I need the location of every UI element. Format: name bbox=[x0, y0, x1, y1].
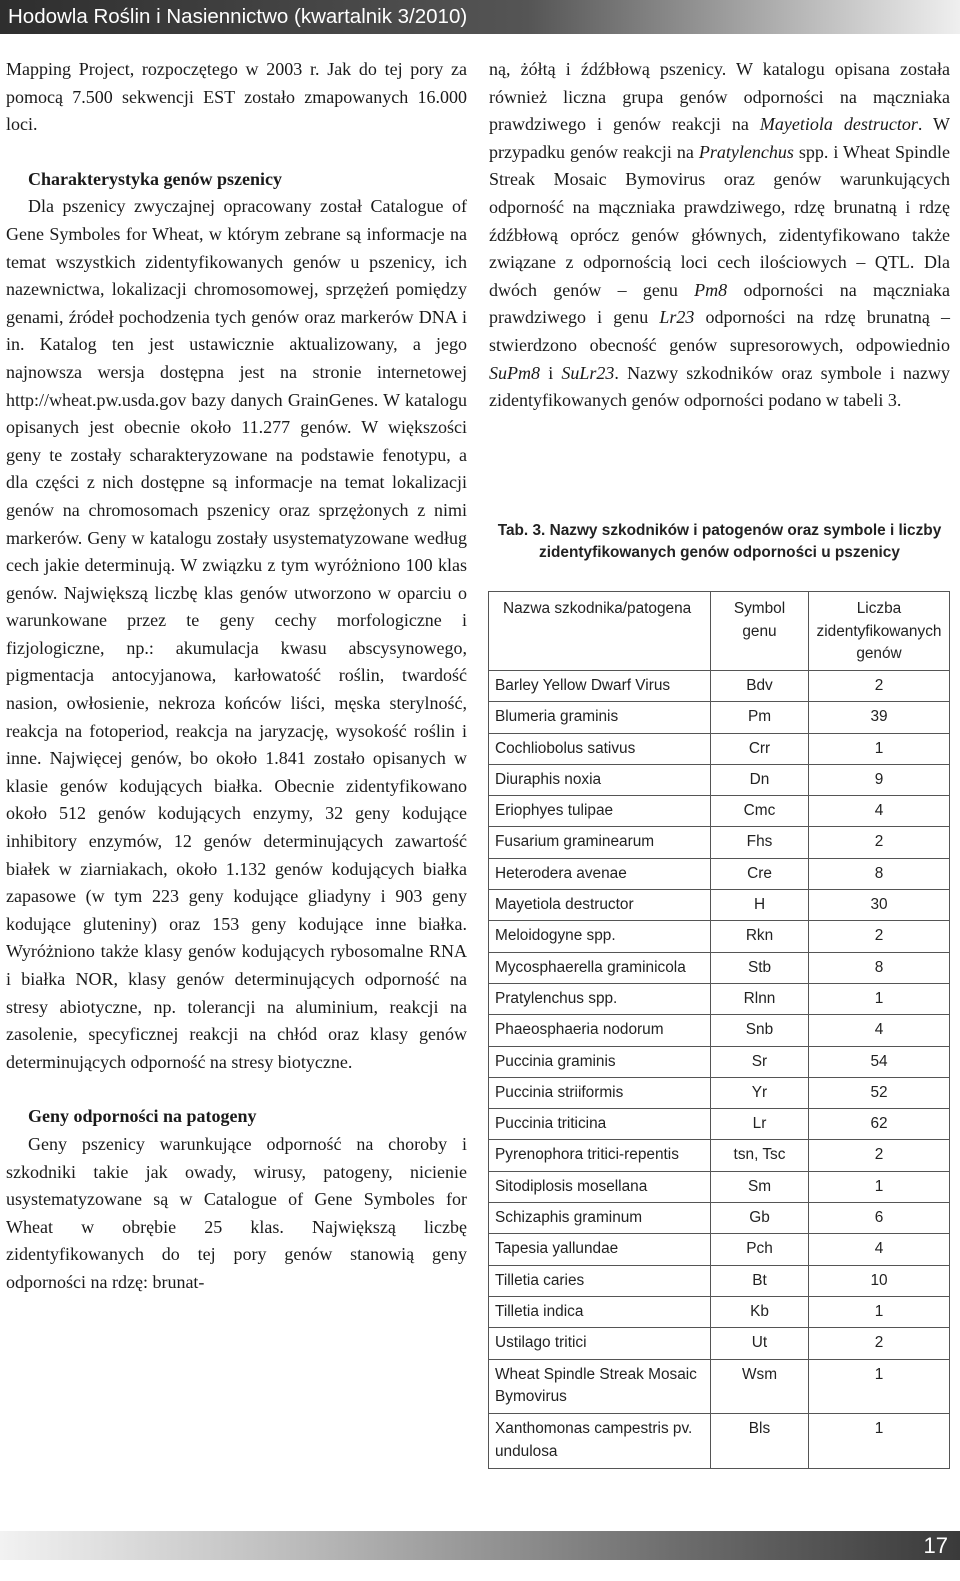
resistance-genes-table bbox=[488, 591, 950, 1469]
table-row bbox=[489, 1046, 950, 1077]
gene-count-cell: 30 bbox=[809, 890, 950, 921]
gene-count-cell: 1 bbox=[809, 1359, 950, 1414]
gene-count-cell: 1 bbox=[809, 983, 950, 1014]
gene-count-cell: 2 bbox=[809, 671, 950, 702]
gene-symbol-cell: Cmc bbox=[711, 796, 809, 827]
gene-symbol-cell: Wsm bbox=[711, 1359, 809, 1414]
gene-symbol-cell: Yr bbox=[711, 1077, 809, 1108]
gene-count-cell: 2 bbox=[809, 1140, 950, 1171]
table-row bbox=[489, 858, 950, 889]
gene-count-cell: 2 bbox=[809, 827, 950, 858]
pathogen-name-cell: Wheat Spindle Streak Mosaic Bymovirus bbox=[489, 1359, 711, 1414]
table-row bbox=[489, 1203, 950, 1234]
left-column bbox=[6, 56, 467, 1297]
section-heading-resistance-genes: Geny odporności na patogeny bbox=[28, 1106, 257, 1127]
gene-symbol-cell: H bbox=[711, 890, 809, 921]
table-row bbox=[489, 890, 950, 921]
table-row bbox=[489, 1414, 950, 1469]
paragraph-wheat-genes: Dla pszenicy zwyczajnej opracowany został Catalogue of Gene Symboles for Wheat, w którym zebrane są informacje na temat wszystkich zidentyfikowanych genów u pszenicy, ich nazewnictwa, lokalizacji chromosomowej, sprzężeń pomiędzy genami, źródeł pochodzenia tych genów oraz markerów DNA i in. Katalog ten jest ustawicznie aktualizowany, a jego najnowsza wersja dostępna jest na stronie internetowej http://wheat.pw.usda.gov bazy danych GrainGenes. W katalogu opisanych jest obecnie około 11.277 genów. W większości geny te zostały scharakteryzowane na podstawie fenotypu, a dla części z nich dostępne są informacje na temat lokalizacji genów na chromosomach pszenicy oraz sprzężonych z nimi markerów. Geny w katalogu zostały usystematyzowane według cech jakie determinują. W związku z tym wyróżniono 100 klas genów. Największą liczbę klas genów utworzono w oparciu o warunkowane przez te geny cechy morfologiczne i fizjologiczne, np.: akumulacja kwasu abscysynowego, pigmentacja antocyjanowa, karłowatość roślin, twardość nasion, owłosienie, nekroza końców liści, męska sterylność, reakcja na fotoperiod, reakcja na jaryzację, wysokość roślin i inne. Najwięcej genów, bo około 1.841 zostało opisanych w klasie genów kodujących białka. Obecnie zidentyfikowano około 512 genów kodujących enzymy, 32 geny kodujące inhibitory enzymów, 12 genów determinujących zawartość białek w ziarniakach, około 1.132 genów kodujących białka zapasowe (w tym 223 geny kodujące gliadyny i 903 geny kodujące gluteniny) oraz 153 geny kodujące inne białka. Wyróżniono także klasy genów kodujących rybosomalne RNA i białka NOR, klasy genów determinujących odporność na stresy abiotyczne, np. tolerancji na aluminium, reakcji na zasolenie, specyficznej reakcji na chłód oraz klasy genów determinujących odporność na stresy biotyczne. bbox=[6, 196, 467, 1072]
table-row bbox=[489, 983, 950, 1014]
pathogen-name-cell: Mycosphaerella graminicola bbox=[489, 952, 711, 983]
gene-symbol-cell: Bt bbox=[711, 1265, 809, 1296]
pathogen-name-cell: Puccinia graminis bbox=[489, 1046, 711, 1077]
gene-count-cell: 4 bbox=[809, 796, 950, 827]
table-row bbox=[489, 1109, 950, 1140]
table-row bbox=[489, 1015, 950, 1046]
gene-symbol-cell: Stb bbox=[711, 952, 809, 983]
gene-count-cell: 1 bbox=[809, 1171, 950, 1202]
gene-count-cell: 4 bbox=[809, 1234, 950, 1265]
pathogen-name-cell: Cochliobolus sativus bbox=[489, 733, 711, 764]
gene-symbol-cell: Bdv bbox=[711, 671, 809, 702]
pathogen-name-cell: Mayetiola destructor bbox=[489, 890, 711, 921]
pathogen-name-cell: Blumeria graminis bbox=[489, 702, 711, 733]
page-number: 17 bbox=[923, 1533, 948, 1558]
gene-count-cell: 8 bbox=[809, 858, 950, 889]
footer-bar bbox=[0, 1531, 960, 1560]
table-header-row bbox=[489, 592, 950, 671]
table-row bbox=[489, 764, 950, 795]
gene-count-cell: 1 bbox=[809, 733, 950, 764]
pathogen-name-cell: Puccinia striiformis bbox=[489, 1077, 711, 1108]
gene-symbol-cell: Dn bbox=[711, 764, 809, 795]
journal-header-bar bbox=[0, 0, 960, 34]
gene-count-cell: 6 bbox=[809, 1203, 950, 1234]
gene-symbol-cell: Cre bbox=[711, 858, 809, 889]
pathogen-name-cell: Pyrenophora tritici-repentis bbox=[489, 1140, 711, 1171]
table-row bbox=[489, 921, 950, 952]
pathogen-name-cell: Sitodiplosis mosellana bbox=[489, 1171, 711, 1202]
gene-symbol-cell: Ut bbox=[711, 1328, 809, 1359]
gene-symbol-cell: Bls bbox=[711, 1414, 809, 1469]
pathogen-name-cell: Heterodera avenae bbox=[489, 858, 711, 889]
pathogen-name-cell: Barley Yellow Dwarf Virus bbox=[489, 671, 711, 702]
table-row bbox=[489, 1077, 950, 1108]
journal-title: Hodowla Roślin i Nasiennictwo (kwartalnik 3/2010) bbox=[8, 5, 468, 28]
gene-count-cell: 1 bbox=[809, 1414, 950, 1469]
table-row bbox=[489, 1234, 950, 1265]
gene-symbol-cell: Pm bbox=[711, 702, 809, 733]
table-caption: Tab. 3. Nazwy szkodników i patogenów oraz symbole i liczby zidentyfikowanych genów odporności u pszenicy bbox=[497, 522, 942, 562]
pathogen-name-cell: Ustilago tritici bbox=[489, 1328, 711, 1359]
table-row bbox=[489, 1171, 950, 1202]
pathogen-name-cell: Tilletia caries bbox=[489, 1265, 711, 1296]
pathogen-name-cell: Schizaphis graminum bbox=[489, 1203, 711, 1234]
gene-count-cell: 9 bbox=[809, 764, 950, 795]
gene-symbol-cell: Lr bbox=[711, 1109, 809, 1140]
gene-count-cell: 54 bbox=[809, 1046, 950, 1077]
gene-symbol-cell: tsn, Tsc bbox=[711, 1140, 809, 1171]
paragraph-intro: Mapping Project, rozpoczętego w 2003 r. Jak do tej pory za pomocą 7.500 sekwencji EST zostało zmapowanych 16.000 loci. bbox=[6, 59, 467, 135]
pathogen-name-cell: Tilletia indica bbox=[489, 1296, 711, 1327]
gene-count-cell: 2 bbox=[809, 921, 950, 952]
pathogen-name-cell: Diuraphis noxia bbox=[489, 764, 711, 795]
gene-symbol-cell: Pch bbox=[711, 1234, 809, 1265]
gene-count-cell: 52 bbox=[809, 1077, 950, 1108]
column-header-pathogen: Nazwa szkodnika/patogena bbox=[489, 592, 711, 671]
table-row bbox=[489, 1140, 950, 1171]
gene-count-cell: 2 bbox=[809, 1328, 950, 1359]
pathogen-name-cell: Phaeosphaeria nodorum bbox=[489, 1015, 711, 1046]
gene-symbol-cell: Rkn bbox=[711, 921, 809, 952]
table-row bbox=[489, 1359, 950, 1414]
table-row bbox=[489, 671, 950, 702]
gene-symbol-cell: Kb bbox=[711, 1296, 809, 1327]
gene-symbol-cell: Gb bbox=[711, 1203, 809, 1234]
gene-count-cell: 1 bbox=[809, 1296, 950, 1327]
pathogen-name-cell: Xanthomonas campestris pv. undulosa bbox=[489, 1414, 711, 1469]
gene-symbol-cell: Crr bbox=[711, 733, 809, 764]
gene-count-cell: 62 bbox=[809, 1109, 950, 1140]
pathogen-name-cell: Tapesia yallundae bbox=[489, 1234, 711, 1265]
table-row bbox=[489, 827, 950, 858]
gene-symbol-cell: Rlnn bbox=[711, 983, 809, 1014]
gene-symbol-cell: Fhs bbox=[711, 827, 809, 858]
pathogen-name-cell: Fusarium graminearum bbox=[489, 827, 711, 858]
table-row bbox=[489, 1328, 950, 1359]
gene-count-cell: 39 bbox=[809, 702, 950, 733]
column-header-symbol: Symbol genu bbox=[711, 592, 809, 671]
table-row bbox=[489, 733, 950, 764]
table-row bbox=[489, 1296, 950, 1327]
gene-count-cell: 8 bbox=[809, 952, 950, 983]
paragraph-continued: ną, żółtą i źdźbłową pszenicy. W katalogu opisana została również liczna grupa genów odporności na mączniaka prawdziwego i genów reakcji na Mayetiola destructor. W przypadku genów reakcji na Pratylenchus spp. i Wheat Spindle Streak Mosaic Bymovirus oraz genów warunkujących odporność na mączniaka prawdziwego, rdzę brunatną i rdzę źdźbłową oprócz genów głównych, zidentyfikowano także związane z odpornością loci cech ilościowych – QTL. Dla dwóch genów – genu Pm8 odporności na mączniaka prawdziwego i genu Lr23 odporności na rdzę brunatną – stwierdzono obecność genów supresorowych, odpowiednio SuPm8 i SuLr23. Nazwy szkodników oraz symbole i nazwy zidentyfikowanych genów odporności podano w tabeli 3. bbox=[489, 59, 950, 411]
gene-count-cell: 10 bbox=[809, 1265, 950, 1296]
table-row bbox=[489, 796, 950, 827]
table-row bbox=[489, 952, 950, 983]
gene-symbol-cell: Sr bbox=[711, 1046, 809, 1077]
pathogen-name-cell: Pratylenchus spp. bbox=[489, 983, 711, 1014]
gene-count-cell: 4 bbox=[809, 1015, 950, 1046]
table-row bbox=[489, 1265, 950, 1296]
gene-symbol-cell: Snb bbox=[711, 1015, 809, 1046]
paragraph-resistance-genes: Geny pszenicy warunkujące odporność na choroby i szkodniki takie jak owady, wirusy, patogeny, nicienie usystematyzowane są w Catalogue of Gene Symboles for Wheat w obrębie 25 klas. Największą liczbę zidentyfikowanych do tej pory genów stanowią geny odporności na rdzę: brunat- bbox=[6, 1133, 467, 1292]
pathogen-name-cell: Puccinia triticina bbox=[489, 1109, 711, 1140]
gene-symbol-cell: Sm bbox=[711, 1171, 809, 1202]
pathogen-name-cell: Meloidogyne spp. bbox=[489, 921, 711, 952]
section-heading-wheat-genes: Charakterystyka genów pszenicy bbox=[28, 168, 282, 189]
right-column bbox=[489, 56, 950, 415]
pathogen-name-cell: Eriophyes tulipae bbox=[489, 796, 711, 827]
column-header-count: Liczba zidentyfikowanych genów bbox=[809, 592, 950, 671]
table-row bbox=[489, 702, 950, 733]
